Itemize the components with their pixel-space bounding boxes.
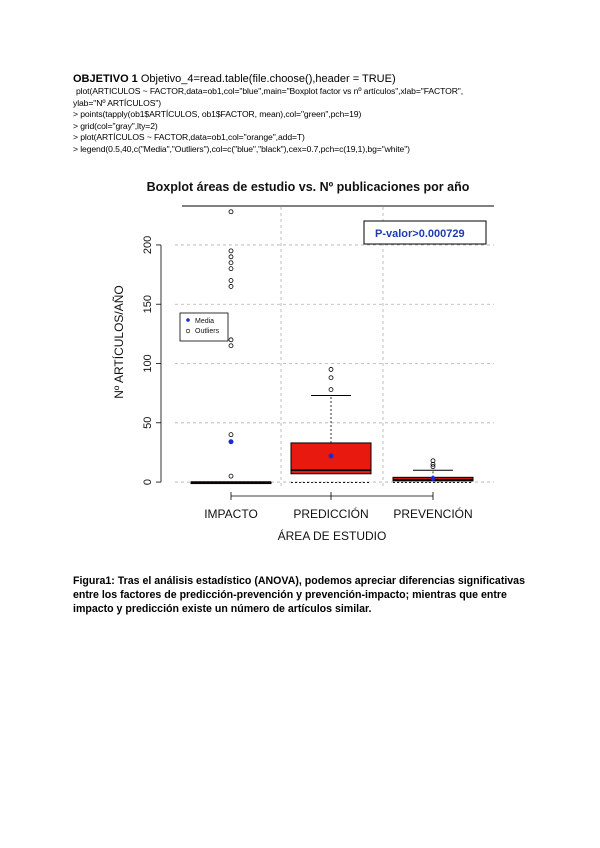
- code-line-7: > legend(0.5,40,c("Media","Outliers"),col=c("blue","black"),cex=0.7,pch=c(19,1),bg="white"): [73, 143, 410, 154]
- code-line-3: ylab="Nº ARTÍCULOS"): [73, 97, 162, 108]
- outlier-point: [229, 255, 233, 259]
- outlier-point: [229, 261, 233, 265]
- legend-mean-marker: [186, 318, 190, 322]
- x-tick-label: PREVENCIÓN: [393, 507, 473, 521]
- y-axis-label: Nº ARTÍCULOS/AÑO: [112, 285, 126, 399]
- outlier-point: [229, 284, 233, 288]
- y-tick-label: 100: [142, 354, 154, 373]
- objective-heading: OBJETIVO 1: [73, 73, 138, 85]
- chart-title: Boxplot áreas de estudio vs. Nº publicaciones por año: [146, 180, 470, 194]
- outlier-point: [229, 433, 233, 437]
- code-line-2: plot(ARTICULOS ~ FACTOR,data=ob1,col="blue",main="Boxplot factor vs nº artículos",xlab="FACTOR",: [76, 86, 464, 96]
- code-line-5: > grid(col="gray",lty=2): [73, 120, 158, 131]
- outlier-point: [229, 338, 233, 342]
- mean-point: [229, 439, 234, 444]
- outlier-point: [229, 344, 233, 348]
- figure-caption: Figura1: Tras el análisis estadístico (ANOVA), podemos apreciar diferencias significativas entre los factores de predicción-prevención y prevención-impacto; mientras que entre impacto y predicción existe un número de artículos similar.: [73, 575, 525, 615]
- legend-label: Media: [195, 318, 215, 325]
- y-tick-label: 50: [142, 416, 154, 429]
- mean-point: [329, 453, 334, 458]
- outlier-point: [229, 474, 233, 478]
- code-line-4: > points(tapply(ob1$ARTÍCULOS, ob1$FACTOR, mean),col="green",pch=19): [73, 109, 362, 119]
- outlier-point: [329, 376, 333, 380]
- x-axis-label: ÁREA DE ESTUDIO: [277, 529, 387, 543]
- code-line-6: > plot(ARTÍCULOS ~ FACTOR,data=ob1,col="orange",add=T): [73, 132, 305, 142]
- outlier-point: [229, 249, 233, 253]
- plot-area: [142, 207, 494, 521]
- x-tick-label: IMPACTO: [204, 507, 258, 521]
- y-tick-label: 0: [142, 479, 154, 486]
- y-tick-label: 200: [142, 235, 154, 255]
- p-value-annotation: P-valor>0.000729: [375, 228, 465, 240]
- outlier-point: [229, 279, 233, 283]
- outlier-point: [329, 388, 333, 392]
- legend-label: Outliers: [195, 328, 220, 335]
- code-line-1-rest: Objetivo_4=read.table(file.choose(),header = TRUE): [137, 73, 396, 85]
- outlier-point: [229, 267, 233, 271]
- mean-point: [431, 476, 436, 481]
- y-tick-label: 150: [142, 295, 154, 314]
- outlier-point: [229, 210, 233, 214]
- outlier-point: [329, 367, 333, 371]
- x-tick-label: PREDICCIÓN: [293, 507, 369, 521]
